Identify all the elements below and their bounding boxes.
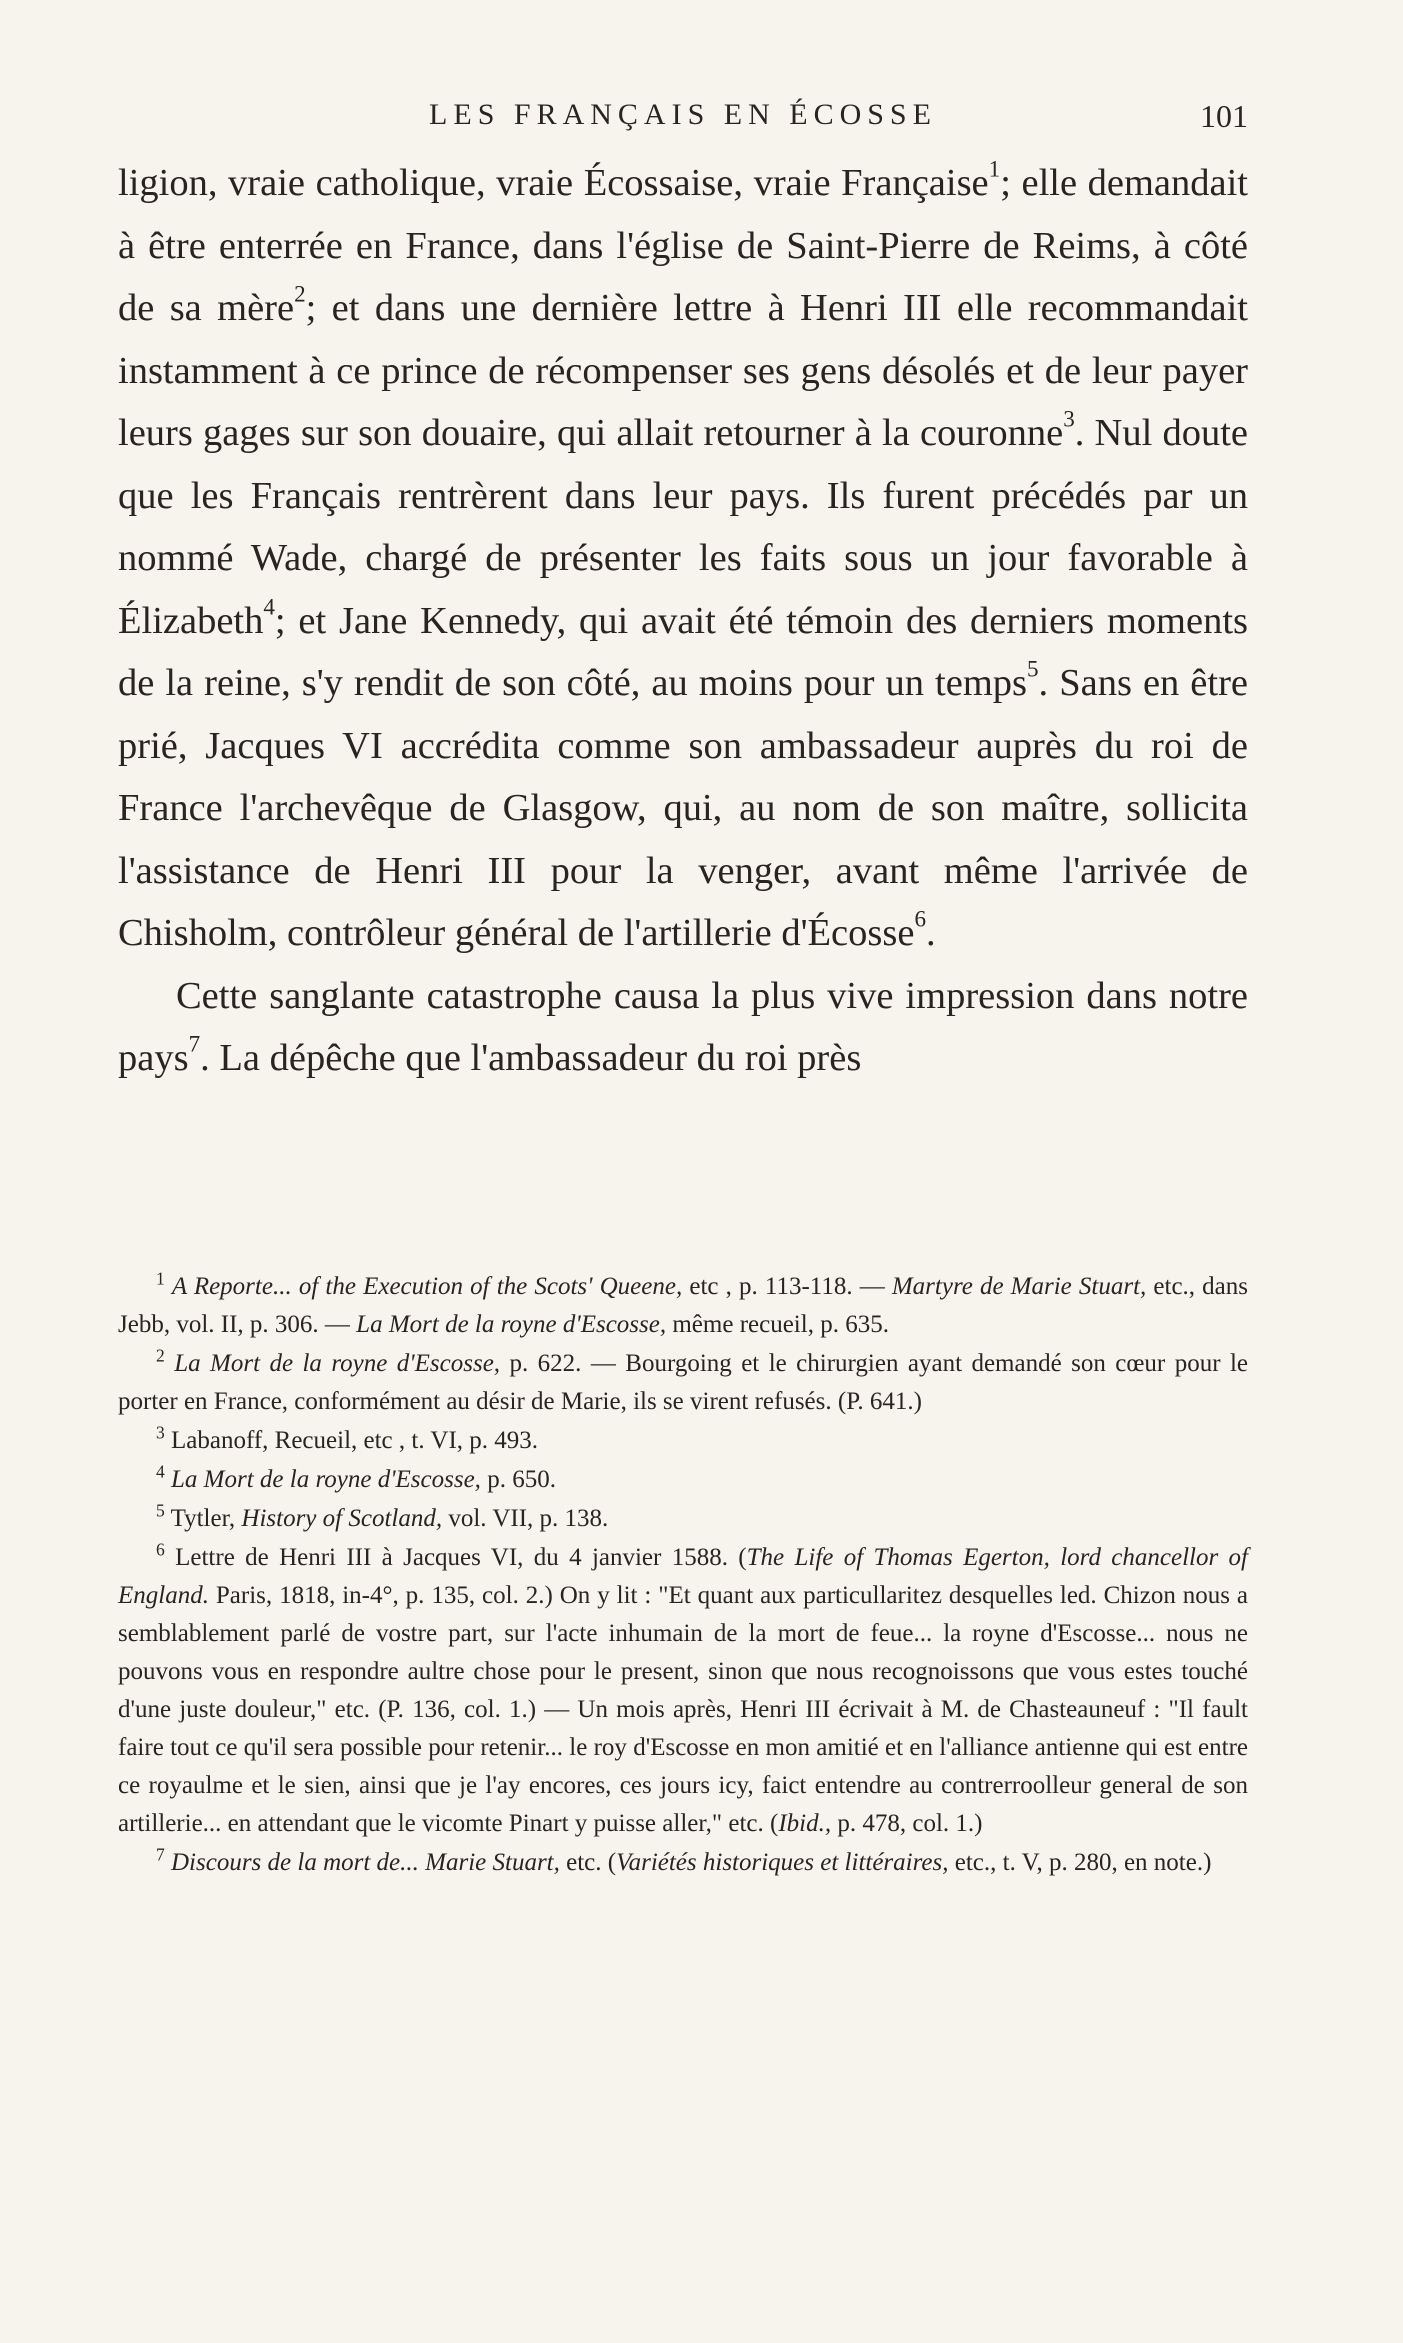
text-run: Paris, 1818, in-4°, p. 135, col. 2.) On y lit : "Et quant aux particullaritez desquelles led. Chizon nous a semblablement parlé de vostre part, sur l'acte inhumain de la mort de feue... la royne d'Escosse... nous ne pouvons vous en respondre aultre chose pour le present, sinon que nous recognoissons que vous estes touché d'une juste douleur," etc. (P. 136, col. 1.) — Un mois après, Henri III écrivait à M. de Chasteauneuf : "Il fault faire tout ce qu'il sera possible pour retenir... le roy d'Escosse en mon amitié et en l'alliance antienne qui est entre ce royaulme et le sien, ainsi que je l'ay encores, ces jours icy, faict entendre au contrerroolleur general de son artillerie... en attendant que le vicomte Pinart y puisse aller," etc. ( <box>118 1582 1248 1837</box>
text-run: etc., dans Jebb, vol. II, p. 306. — <box>118 1273 1248 1338</box>
footnote-4 <box>118 1461 1248 1499</box>
footnote-ref-1: 1 <box>988 155 1001 182</box>
text-run: Cette sanglante catastrophe causa la plus vive impression dans notre pays <box>118 974 1248 1079</box>
text-run: . <box>926 912 936 954</box>
text-run: . Nul doute que les Français rentrèrent dans leur pays. Ils furent précédés par un nommé Wade, chargé de présenter les faits sous un jour favorable à Élizabeth <box>118 412 1248 642</box>
footnote-3 <box>118 1422 1248 1460</box>
text-run: . La dépêche que l'ambassadeur du roi près <box>200 1037 862 1079</box>
italic-run: Ibid., <box>778 1810 832 1837</box>
main-text <box>118 152 1248 1090</box>
footnotes <box>118 1268 1248 1883</box>
text-run: Tytler, <box>170 1505 242 1532</box>
footnote-6 <box>118 1539 1248 1843</box>
text-run: Labanoff, Recueil, etc , t. VI, p. 493. <box>171 1427 539 1454</box>
text-run: p. 478, col. 1.) <box>831 1810 983 1837</box>
text-run: . Sans en être prié, Jacques VI accrédita comme son ambassadeur auprès du roi de France l'archevêque de Glasgow, qui, au nom de son maître, sollicita l'assistance de Henri III pour la venger, avant même l'arrivée de Chisholm, contrôleur général de l'artillerie d'Écosse <box>118 662 1249 954</box>
italic-run: Variétés historiques et littéraires, <box>616 1849 949 1876</box>
page-number: 101 <box>1200 98 1248 134</box>
footnote-ref-2: 2 <box>294 280 306 307</box>
footnote-number: 4 <box>156 1461 165 1482</box>
page-header <box>118 98 1248 138</box>
text-run: p. 650. <box>480 1466 556 1493</box>
footnote-number: 1 <box>156 1268 165 1289</box>
text-run: p. 622. — Bourgoing et le chirurgien ayant demandé son cœur pour le porter en France, conformément au désir de Marie, ils se virent refusés. (P. 641.) <box>118 1350 1248 1415</box>
footnote-ref-7: 7 <box>188 1030 201 1057</box>
text-run: Lettre de Henri III à Jacques VI, du 4 janvier 1588. ( <box>175 1544 747 1571</box>
footnote-number: 6 <box>156 1539 165 1560</box>
italic-run: A Reporte... of the Execution of the Scots' Queene, <box>171 1273 683 1300</box>
running-title: LES FRANÇAIS EN ÉCOSSE <box>429 98 937 131</box>
footnote-number: 5 <box>156 1500 165 1521</box>
footnote-number: 3 <box>156 1422 165 1443</box>
footnote-ref-3: 3 <box>1063 405 1075 432</box>
text-run: ; et dans une dernière lettre à Henri III elle recommandait instamment à ce prince de récompenser ses gens désolés et de leur payer leurs gages sur son douaire, qui allait retourner à la couronne <box>118 287 1248 454</box>
footnote-2 <box>118 1345 1248 1421</box>
footnote-ref-5: 5 <box>1027 655 1039 682</box>
footnote-number: 2 <box>156 1345 165 1366</box>
italic-run: History of Scotland, <box>241 1505 443 1532</box>
footnote-number: 7 <box>156 1844 165 1865</box>
text-run: vol. VII, p. 138. <box>442 1505 609 1532</box>
footnote-5 <box>118 1500 1248 1538</box>
italic-run: La Mort de la royne d'Escosse, <box>356 1311 667 1338</box>
text-run: ligion, vraie catholique, vraie Écossaise, vraie Française <box>118 162 989 204</box>
paragraph-2 <box>118 965 1248 1090</box>
text-run: etc , p. 113-118. — <box>682 1273 892 1300</box>
footnote-ref-4: 4 <box>263 593 275 620</box>
footnote-7 <box>118 1844 1248 1882</box>
text-run: etc. ( <box>559 1849 617 1876</box>
paragraph-1 <box>118 152 1248 965</box>
italic-run: Martyre de Marie Stuart, <box>891 1273 1147 1300</box>
italic-run: The Life of Thomas Egerton, lord chancellor of England. <box>118 1544 1249 1609</box>
text-run: ; et Jane Kennedy, qui avait été témoin des derniers moments de la reine, s'y rendit de son côté, au moins pour un temps <box>118 599 1248 704</box>
footnote-1 <box>118 1268 1248 1344</box>
italic-run: La Mort de la royne d'Escosse, <box>171 1466 481 1493</box>
italic-run: La Mort de la royne d'Escosse, <box>174 1350 501 1377</box>
footnote-ref-6: 6 <box>914 905 926 932</box>
text-run: même recueil, p. 635. <box>666 1311 889 1338</box>
text-run: etc., t. V, p. 280, en note.) <box>948 1849 1212 1876</box>
italic-run: Discours de la mort de... Marie Stuart, <box>171 1849 560 1876</box>
text-run: ; elle demandait à être enterrée en France, dans l'église de Saint-Pierre de Reims, à côté de sa mère <box>118 162 1249 329</box>
